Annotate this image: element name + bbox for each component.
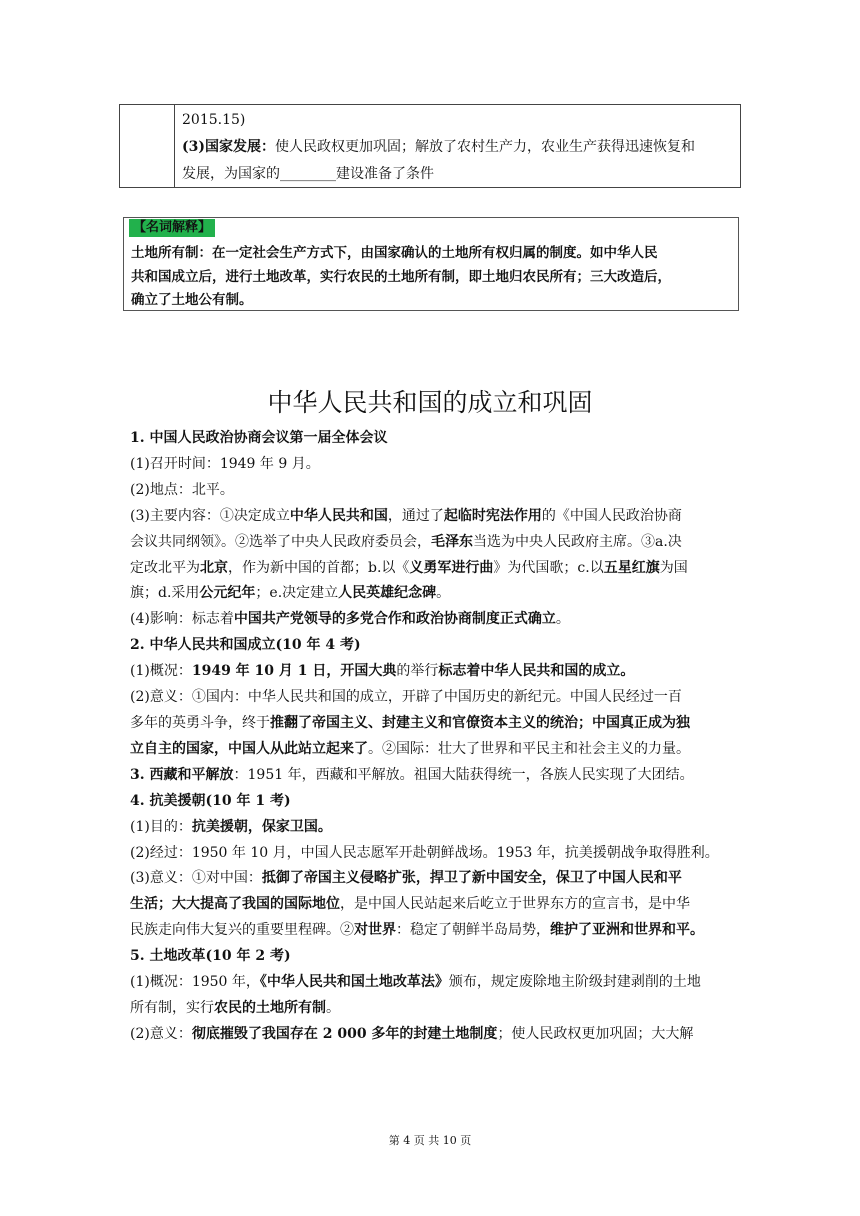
- item-heading: 1. 中国人民政治协商会议第一届全体会议: [130, 430, 388, 446]
- text-run: 旗；d.采用: [130, 585, 200, 602]
- text-run: (1)概况：1950 年，: [130, 974, 260, 991]
- text-run: 。②国际：壮大了世界和平民主和社会主义的力量。: [368, 740, 690, 757]
- table-line: 2015.15): [182, 112, 246, 128]
- text-run: 的举行: [396, 663, 439, 680]
- text-run: 抗美援朝，保家卫国。: [191, 818, 332, 835]
- glossary-tag: 【名词解释】: [129, 219, 215, 237]
- text-run: 对世界: [354, 922, 396, 939]
- text-run: ，通过了: [387, 507, 444, 524]
- text-run: (4)影响：标志着: [130, 611, 234, 628]
- text-run: ：1951 年，西藏和平解放。祖国大陆获得统一，各族人民实现了大团结。: [233, 766, 694, 783]
- page-footer: 第 4 页 共 10 页: [388, 1134, 472, 1147]
- item-heading: 2. 中华人民共和国成立(10 年 4 考): [130, 637, 361, 654]
- text-run: 立自主的国家，中国人从此站立起来了: [130, 740, 368, 757]
- table-line: [182, 161, 737, 188]
- glossary-text: 土地所有制：在一定社会生产方式下，由国家确认的土地所有权归属的制度。如中华人民 共和国成立后，进行土地改革，实行农民的土地所有制，即土地归农民所有；三大改造后， 确立了土地公有制。: [131, 245, 671, 308]
- text-run: 生活；大大提高了我国的国际地位: [130, 896, 340, 913]
- text-run: ，是中国人民站起来后屹立于世界东方的宣言书，是中华: [340, 896, 690, 913]
- text-run: (3)国家发展：: [182, 139, 275, 155]
- text-line: [130, 763, 737, 789]
- text-run: 定改北平为: [130, 559, 200, 576]
- item-heading: 5. 土地改革(10 年 2 考): [130, 948, 291, 965]
- text-run: 会议共同纲领》。②选举了中央人民政府委员会，: [130, 533, 431, 550]
- text-line: [130, 581, 737, 607]
- text-run: 。: [326, 999, 340, 1016]
- text-line: [130, 504, 737, 530]
- table-fragment: [119, 104, 741, 188]
- text-run: 3. 西藏和平解放: [130, 766, 234, 783]
- text-line: [130, 918, 737, 944]
- text-run: (2)意义：: [130, 1025, 192, 1042]
- text-run: 中国共产党领导的多党合作和政治协商制度正式确立: [233, 611, 556, 628]
- text-run: 建设准备了条件: [336, 166, 434, 182]
- section-heading: 中华人民共和国的成立和巩固: [267, 388, 593, 417]
- text-run: ；使人民政权更加巩固；大大解: [497, 1025, 694, 1042]
- text-run: 五星红旗: [603, 559, 660, 576]
- text-line: [130, 556, 737, 582]
- text-run: (1)概况：: [130, 663, 192, 680]
- text-run: 抵御了帝国主义侵略扩张，捍卫了新中国安全，保卫了中国人民和平: [261, 870, 682, 887]
- text-run: 义勇军进行曲: [409, 559, 494, 576]
- text-run: 公元纪年: [199, 585, 256, 602]
- text-run: 。: [436, 585, 451, 602]
- text-run: 颁布，规定废除地主阶级封建剥削的土地: [448, 974, 701, 991]
- text-line: (2)地点：北平。: [130, 481, 234, 498]
- table-left-cell: [120, 105, 175, 187]
- text-line: [130, 996, 737, 1022]
- text-run: 起临时宪法作用: [443, 507, 542, 524]
- text-run: 当选为中央人民政府主席。③a.决: [473, 533, 682, 550]
- text-run: 人民英雄纪念碑: [338, 585, 437, 602]
- text-run: 发展，为国家的: [182, 166, 280, 182]
- text-line: [130, 607, 737, 633]
- text-run: 为国: [659, 559, 688, 576]
- table-line: [182, 134, 737, 161]
- text-run: (3)主要内容：①决定成立: [130, 507, 290, 524]
- section-body: [130, 426, 737, 1048]
- text-run: 北京: [200, 559, 228, 576]
- text-run: 中华人民共和国: [289, 507, 388, 524]
- text-line: (2)意义：①国内：中华人民共和国的成立，开辟了中国历史的新纪元。中国人民经过一百: [130, 689, 682, 706]
- text-line: [130, 866, 737, 892]
- text-line: [130, 737, 737, 763]
- text-run: 的《中国人民政治协商: [541, 507, 682, 524]
- text-run: 标志着中华人民共和国的成立。: [438, 663, 635, 680]
- text-line: (2)经过：1950 年 10 月，中国人民志愿军开赴朝鲜战场。1953 年，抗美援朝战争取得胜利。: [130, 844, 719, 861]
- text-line: [130, 711, 737, 737]
- text-run: 多年的英勇斗争，终于: [130, 714, 270, 731]
- fill-blank: ________: [280, 166, 336, 182]
- item-heading: 4. 抗美援朝(10 年 1 考): [130, 792, 291, 809]
- glossary-box: [123, 217, 739, 311]
- text-run: (3)意义：①对中国：: [130, 870, 262, 887]
- table-right-cell: [182, 107, 737, 188]
- text-run: 》为代国歌；c.以: [493, 559, 604, 576]
- text-run: ；e.决定建立: [255, 585, 339, 602]
- text-run: (1)目的：: [130, 818, 192, 835]
- text-run: ：稳定了朝鲜半岛局势，: [396, 922, 550, 939]
- text-run: 彻底摧毁了我国存在 2 000 多年的封建土地制度: [191, 1025, 498, 1042]
- text-run: 民族走向伟大复兴的重要里程碑。②: [130, 922, 354, 939]
- text-run: 《中华人民共和国土地改革法》: [259, 974, 449, 991]
- text-line: (1)召开时间：1949 年 9 月。: [130, 455, 320, 472]
- text-line: [130, 659, 737, 685]
- text-line: [130, 892, 737, 918]
- text-run: 所有制，实行: [130, 999, 214, 1016]
- text-run: 使人民政权更加巩固；解放了农村生产力，农业生产获得迅速恢复和: [275, 139, 695, 155]
- text-line: [130, 970, 737, 996]
- text-run: 维护了亚洲和世界和平。: [550, 922, 704, 939]
- text-line: [130, 815, 737, 841]
- text-line: [130, 1022, 737, 1048]
- text-run: 1949 年 10 月 1 日，开国大典: [191, 663, 397, 680]
- text-run: 。: [555, 611, 570, 628]
- text-line: [130, 530, 737, 556]
- text-run: ，作为新中国的首都；b.以《: [228, 559, 410, 576]
- text-run: 农民的土地所有制: [214, 999, 326, 1016]
- text-run: 毛泽东: [431, 533, 473, 550]
- text-run: 推翻了帝国主义、封建主义和官僚资本主义的统治；中国真正成为独: [270, 714, 690, 731]
